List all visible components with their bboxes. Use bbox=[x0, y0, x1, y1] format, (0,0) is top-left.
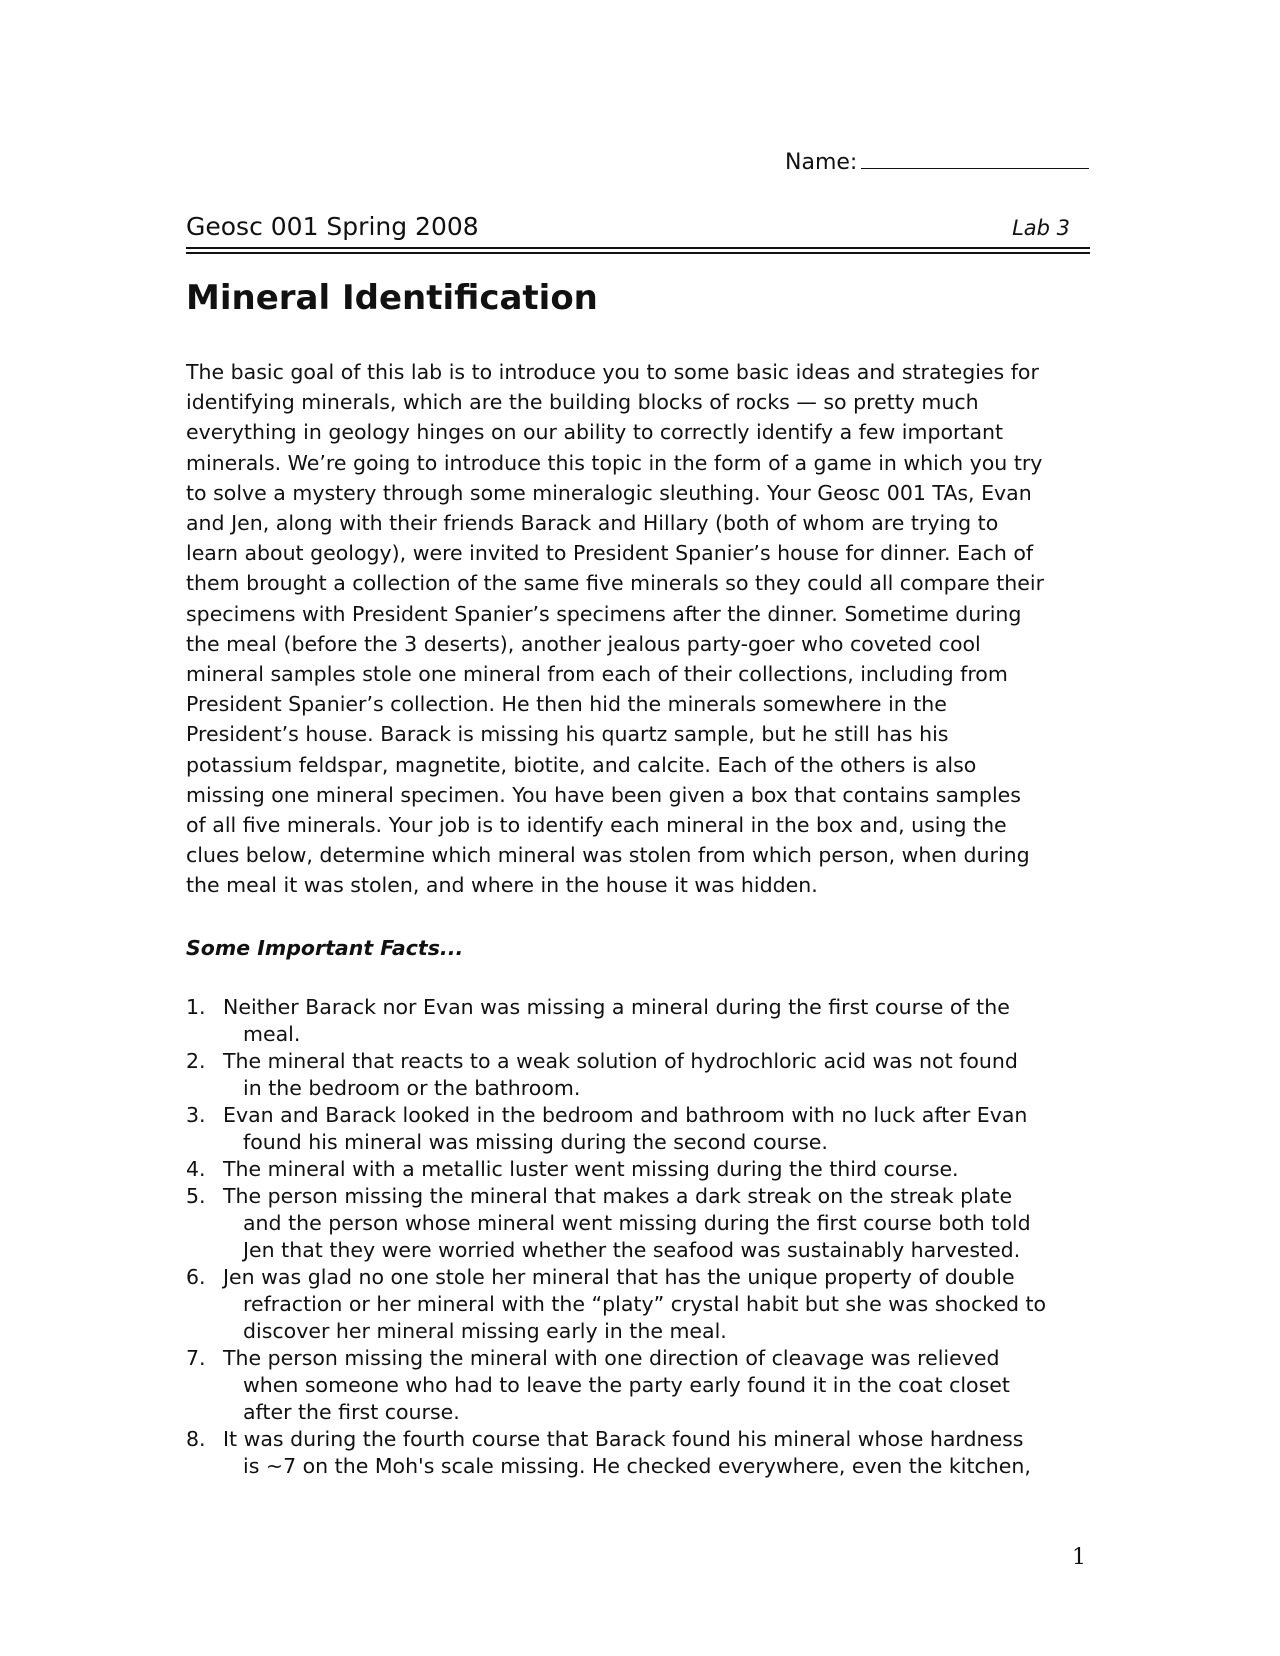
intro-line: specimens with President Spanier’s specimens after the dinner. Sometime during bbox=[186, 601, 1022, 626]
intro-line: the meal it was stolen, and where in the house it was hidden. bbox=[186, 873, 818, 898]
fact-item bbox=[186, 1264, 1096, 1345]
intro-paragraph bbox=[186, 357, 1096, 901]
intro-line: potassium feldspar, magnetite, biotite, and calcite. Each of the others is also bbox=[186, 752, 977, 777]
fact-line: Neither Barack nor Evan was missing a mineral during the first course of the bbox=[223, 995, 1010, 1019]
intro-line: learn about geology), were invited to President Spanier’s house for dinner. Each of bbox=[186, 541, 1034, 566]
fact-line: discover her mineral missing early in the meal. bbox=[243, 1319, 727, 1343]
fact-number: 2. bbox=[186, 1049, 206, 1073]
fact-line: Evan and Barack looked in the bedroom and bathroom with no luck after Evan bbox=[223, 1103, 1028, 1127]
intro-line: clues below, determine which mineral was stolen from which person, when during bbox=[186, 843, 1030, 868]
course-title: Geosc 001 Spring 2008 bbox=[186, 212, 479, 241]
fact-line: The mineral with a metallic luster went missing during the third course. bbox=[223, 1157, 959, 1181]
fact-line: and the person whose mineral went missing during the first course both told bbox=[243, 1211, 1031, 1235]
fact-line: The person missing the mineral that makes a dark streak on the streak plate bbox=[223, 1184, 1013, 1208]
fact-number: 7. bbox=[186, 1346, 206, 1370]
name-blank-line[interactable] bbox=[861, 168, 1089, 169]
fact-line: It was during the fourth course that Barack found his mineral whose hardness bbox=[223, 1427, 1024, 1451]
fact-line: after the first course. bbox=[243, 1400, 460, 1424]
fact-line: refraction or her mineral with the “platy” crystal habit but she was shocked to bbox=[243, 1292, 1047, 1316]
fact-item bbox=[186, 1183, 1096, 1264]
facts-heading: Some Important Facts... bbox=[186, 936, 464, 960]
intro-line: President’s house. Barack is missing his quartz sample, but he still has his bbox=[186, 722, 949, 747]
facts-list bbox=[186, 994, 1096, 1480]
fact-number: 4. bbox=[186, 1157, 206, 1181]
intro-line: identifying minerals, which are the building blocks of rocks — so pretty much bbox=[186, 390, 979, 415]
fact-number: 5. bbox=[186, 1184, 206, 1208]
fact-line: The person missing the mineral with one direction of cleavage was relieved bbox=[223, 1346, 1000, 1370]
intro-line: the meal (before the 3 deserts), another jealous party-goer who coveted cool bbox=[186, 631, 981, 656]
fact-item bbox=[186, 1345, 1096, 1426]
fact-line: found his mineral was missing during the second course. bbox=[243, 1130, 828, 1154]
fact-item bbox=[186, 994, 1096, 1048]
fact-number: 3. bbox=[186, 1103, 206, 1127]
intro-line: them brought a collection of the same five minerals so they could all compare their bbox=[186, 571, 1045, 596]
intro-line: The basic goal of this lab is to introduce you to some basic ideas and strategies for bbox=[186, 360, 1039, 384]
intro-line: mineral samples stole one mineral from each of their collections, including from bbox=[186, 662, 1008, 687]
fact-line: Jen was glad no one stole her mineral that has the unique property of double bbox=[223, 1265, 1015, 1289]
fact-number: 1. bbox=[186, 995, 206, 1019]
intro-line: of all five minerals. Your job is to identify each mineral in the box and, using the bbox=[186, 813, 1007, 838]
page-number: 1 bbox=[1072, 1545, 1086, 1570]
header-rule-top bbox=[186, 247, 1090, 249]
fact-line: when someone who had to leave the party early found it in the coat closet bbox=[243, 1373, 1010, 1397]
fact-line: in the bedroom or the bathroom. bbox=[243, 1076, 581, 1100]
intro-line: to solve a mystery through some mineralogic sleuthing. Your Geosc 001 TAs, Evan bbox=[186, 480, 1032, 505]
lab-label: Lab 3 bbox=[1012, 216, 1070, 240]
fact-item bbox=[186, 1048, 1096, 1102]
fact-number: 6. bbox=[186, 1265, 206, 1289]
fact-number: 8. bbox=[186, 1427, 206, 1451]
intro-line: President Spanier’s collection. He then hid the minerals somewhere in the bbox=[186, 692, 947, 717]
fact-line: The mineral that reacts to a weak solution of hydrochloric acid was not found bbox=[223, 1049, 1018, 1073]
intro-line: minerals. We’re going to introduce this topic in the form of a game in which you try bbox=[186, 450, 1043, 475]
fact-item bbox=[186, 1102, 1096, 1156]
fact-item bbox=[186, 1156, 1096, 1183]
fact-line: meal. bbox=[243, 1022, 301, 1046]
document-header bbox=[186, 212, 1090, 248]
name-field bbox=[785, 150, 1089, 175]
fact-item bbox=[186, 1426, 1096, 1480]
intro-line: everything in geology hinges on our ability to correctly identify a few important bbox=[186, 420, 1004, 445]
fact-line: is ~7 on the Moh's scale missing. He checked everywhere, even the kitchen, bbox=[243, 1454, 1031, 1478]
header-rule-bottom bbox=[186, 252, 1090, 254]
intro-line: missing one mineral specimen. You have been given a box that contains samples bbox=[186, 782, 1021, 807]
intro-line: and Jen, along with their friends Barack and Hillary (both of whom are trying to bbox=[186, 511, 999, 536]
fact-line: Jen that they were worried whether the seafood was sustainably harvested. bbox=[243, 1238, 1021, 1262]
page-title: Mineral Identification bbox=[186, 278, 598, 318]
name-label: Name: bbox=[785, 150, 858, 175]
